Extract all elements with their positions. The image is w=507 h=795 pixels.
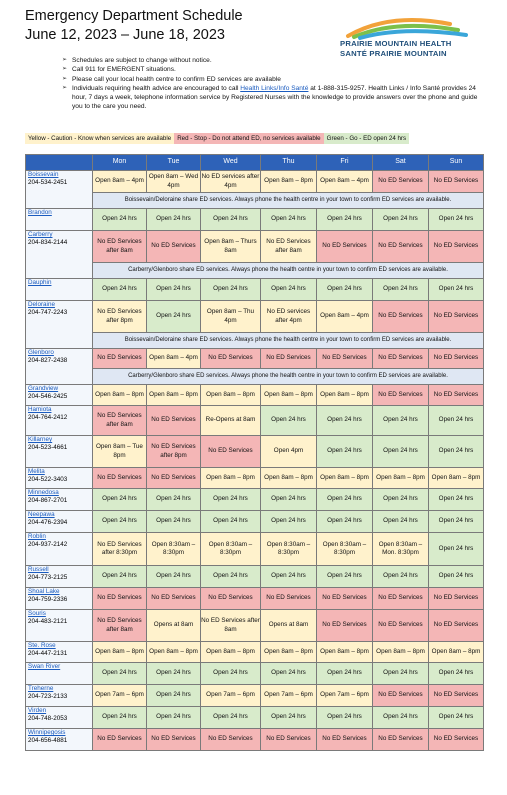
schedule-cell: Open 8am – 8pm — [429, 468, 484, 489]
notice-item: ➢ Please call your local health centre to confirm ED services are available — [62, 75, 482, 84]
schedule-cell: Open 8am – 8pm — [261, 642, 317, 663]
schedule-cell: No ED Services after 8pm — [147, 436, 201, 468]
schedule-cell: Open 8am – 8pm — [147, 385, 201, 406]
schedule-cell: No ED Services — [93, 349, 147, 369]
schedule-cell: No ED Services — [429, 385, 484, 406]
site-phone: 204-764-2412 — [28, 414, 68, 422]
schedule-cell: Open 24 hrs — [201, 511, 261, 533]
schedule-cell: Open 8am – 8pm — [317, 385, 373, 406]
schedule-cell: Open 24 hrs — [373, 489, 429, 511]
schedule-cell: Open 24 hrs — [93, 566, 147, 588]
schedule-cell: Open 8:30am – 8:30pm — [147, 533, 201, 566]
schedule-cell: Open 24 hrs — [373, 406, 429, 436]
table-row — [26, 489, 484, 511]
schedule-body — [26, 171, 484, 751]
schedule-cell: Open 8am – 8pm — [201, 468, 261, 489]
site-name-link[interactable]: Dauphin — [28, 279, 52, 286]
site-name-link[interactable]: Neepawa — [28, 511, 55, 518]
schedule-cell: Open 24 hrs — [93, 209, 147, 231]
schedule-cell: No ED Services after 8pm — [93, 301, 147, 333]
schedule-cell: No ED Services — [373, 729, 429, 751]
schedule-cell: Open 24 hrs — [317, 209, 373, 231]
schedule-cell: Open 8am – Wed 4pm — [147, 171, 201, 193]
notice-text: at 1-888-315-9257. Health Links / Info Santé provides 24 hour, 7 days a week, telephone information service by Registered Nurses with the knowledge to provide answers over the phone and guide you to the care you need. — [72, 84, 478, 111]
shared-services-note: Carberry/Glenboro share ED services. Always phone the health centre in your town to confirm ED services are available. — [93, 369, 484, 385]
schedule-cell: Open 24 hrs — [429, 533, 484, 566]
schedule-cell: Open 24 hrs — [147, 301, 201, 333]
site-phone: 204-534-2451 — [28, 179, 68, 187]
site-name-link[interactable]: Ste. Rose — [28, 642, 56, 649]
schedule-cell: Open 24 hrs — [201, 209, 261, 231]
table-row — [26, 231, 484, 263]
schedule-cell: Open 24 hrs — [261, 663, 317, 685]
site-name-link[interactable]: Russell — [28, 566, 49, 573]
schedule-cell: Open 24 hrs — [373, 566, 429, 588]
schedule-cell: No ED Services — [373, 588, 429, 610]
schedule-cell: No ED Services — [201, 588, 261, 610]
site-name-link[interactable]: Brandon — [28, 209, 52, 216]
legend-green: Green - Go - ED open 24 hrs — [324, 133, 409, 144]
schedule-cell: Open 8am – 8pm — [317, 642, 373, 663]
schedule-cell: No ED Services — [373, 385, 429, 406]
legend-yellow: Yellow - Caution - Know when services are available — [25, 133, 174, 144]
table-row — [26, 209, 484, 231]
site-name-link[interactable]: Shoal Lake — [28, 588, 60, 595]
table-row — [26, 279, 484, 301]
site-name-link[interactable]: Swan River — [28, 663, 61, 670]
schedule-cell: Open 7am – 6pm — [317, 685, 373, 707]
table-row — [26, 610, 484, 642]
site-cell — [26, 489, 93, 511]
schedule-cell: Open 24 hrs — [429, 489, 484, 511]
table-row — [26, 566, 484, 588]
schedule-cell: Open 24 hrs — [201, 663, 261, 685]
day-header: Mon — [93, 155, 147, 171]
schedule-cell: Open 24 hrs — [93, 511, 147, 533]
schedule-cell: Open 24 hrs — [147, 511, 201, 533]
schedule-cell: Open 24 hrs — [429, 436, 484, 468]
schedule-cell: Open 24 hrs — [317, 511, 373, 533]
site-name-link[interactable]: Hamiota — [28, 406, 52, 413]
schedule-cell: Open 24 hrs — [317, 707, 373, 729]
schedule-cell: Open 24 hrs — [201, 279, 261, 301]
schedule-cell: No ED Services — [93, 588, 147, 610]
site-cell — [26, 436, 93, 468]
table-row — [26, 511, 484, 533]
schedule-cell: Open 8am – 8pm — [261, 385, 317, 406]
site-phone: 204-834-2144 — [28, 239, 68, 247]
schedule-cell: Open 8:30am – 8:30pm — [261, 533, 317, 566]
schedule-cell: No ED Services after 8am — [261, 231, 317, 263]
schedule-cell: Open 8am – 8pm — [93, 385, 147, 406]
schedule-cell: No ED Services — [317, 729, 373, 751]
table-row — [26, 642, 484, 663]
schedule-cell: No ED Services — [201, 436, 261, 468]
site-phone: 204-937-2142 — [28, 541, 68, 549]
note-row — [26, 333, 484, 349]
schedule-cell: Opens at 8am — [147, 610, 201, 642]
schedule-cell: Open 8:30am – Mon. 8:30pm — [373, 533, 429, 566]
table-row — [26, 171, 484, 193]
schedule-cell: Open 7am – 6pm — [93, 685, 147, 707]
schedule-cell: Open 24 hrs — [147, 707, 201, 729]
schedule-cell: Open 8am – Tue 8pm — [93, 436, 147, 468]
site-cell — [26, 707, 93, 729]
site-phone: 204-747-2243 — [28, 309, 68, 317]
table-row — [26, 663, 484, 685]
notice-item: ➢ Call 911 for EMERGENT situations. — [62, 65, 482, 74]
schedule-cell: Open 8am – 8pm — [373, 468, 429, 489]
schedule-cell: Open 24 hrs — [317, 663, 373, 685]
legend-red: Red - Stop - Do not attend ED, no services available — [174, 133, 323, 144]
schedule-cell: Open 24 hrs — [373, 209, 429, 231]
site-name-link[interactable]: Boissevain — [28, 171, 59, 178]
table-row — [26, 468, 484, 489]
schedule-cell: Open 7am – 6pm — [261, 685, 317, 707]
schedule-cell: No ED Services — [317, 349, 373, 369]
schedule-cell: No ED Services — [373, 349, 429, 369]
day-header: Wed — [201, 155, 261, 171]
schedule-cell: Open 24 hrs — [429, 566, 484, 588]
schedule-cell: No ED Services — [429, 588, 484, 610]
schedule-cell: Open 24 hrs — [317, 436, 373, 468]
schedule-cell: No ED Services after 8am — [93, 610, 147, 642]
schedule-table — [25, 154, 484, 751]
site-name-link[interactable]: Glenboro — [28, 349, 54, 356]
schedule-cell: Open 24 hrs — [93, 489, 147, 511]
schedule-cell: Open 24 hrs — [261, 279, 317, 301]
notice-item: ➢ Schedules are subject to change without notice. — [62, 56, 482, 65]
site-cell — [26, 209, 93, 231]
schedule-cell: Open 24 hrs — [261, 406, 317, 436]
table-row — [26, 301, 484, 333]
schedule-cell: No ED Services — [261, 729, 317, 751]
schedule-cell: Open 24 hrs — [261, 566, 317, 588]
schedule-cell: Open 24 hrs — [317, 406, 373, 436]
schedule-cell: No ED Services — [201, 729, 261, 751]
shared-services-note: Boissevain/Deloraine share ED services. Always phone the health centre in your town to confirm ED services are available. — [93, 333, 484, 349]
schedule-cell: No ED Services — [93, 468, 147, 489]
schedule-cell: No ED Services — [317, 231, 373, 263]
schedule-cell: Open 24 hrs — [373, 663, 429, 685]
day-header: Thu — [261, 155, 317, 171]
schedule-cell: No ED Services — [317, 610, 373, 642]
schedule-cell: No ED Services — [147, 406, 201, 436]
schedule-cell: No ED Services — [429, 171, 484, 193]
site-name-link[interactable]: Virden — [28, 707, 47, 714]
site-phone: 204-483-2121 — [28, 618, 68, 626]
schedule-cell: Open 24 hrs — [201, 566, 261, 588]
table-row — [26, 385, 484, 406]
site-phone: 204-827-2438 — [28, 357, 68, 365]
schedule-cell: Open 24 hrs — [429, 279, 484, 301]
schedule-cell: Open 24 hrs — [147, 209, 201, 231]
shared-services-note: Boissevain/Deloraine share ED services. Always phone the health centre in your town to confirm ED services are available. — [93, 193, 484, 209]
schedule-cell: No ED Services — [373, 610, 429, 642]
schedule-cell: No ED Services — [429, 729, 484, 751]
site-phone: 204-656-4881 — [28, 737, 68, 745]
schedule-cell: Open 24 hrs — [373, 436, 429, 468]
schedule-cell: No ED Services — [201, 349, 261, 369]
schedule-cell: No ED Services — [147, 588, 201, 610]
schedule-cell: No ED Services — [147, 468, 201, 489]
schedule-cell: Re-Opens at 8am — [201, 406, 261, 436]
schedule-cell: No ED services after 4pm — [261, 301, 317, 333]
schedule-cell: Open 8am – 8pm — [429, 642, 484, 663]
day-header: Fri — [317, 155, 373, 171]
schedule-cell: Open 8:30am – 8:30pm — [201, 533, 261, 566]
schedule-cell: Open 24 hrs — [147, 279, 201, 301]
site-cell — [26, 171, 93, 209]
site-cell — [26, 279, 93, 301]
site-name-link[interactable]: Grandview — [28, 385, 59, 392]
health-links-link[interactable]: Health Links/Info Santé — [240, 84, 309, 92]
site-phone: 204-447-2131 — [28, 650, 68, 658]
schedule-cell: Open 24 hrs — [373, 511, 429, 533]
schedule-cell: Open 4pm — [261, 436, 317, 468]
site-cell — [26, 642, 93, 663]
schedule-cell: Open 24 hrs — [373, 279, 429, 301]
site-cell — [26, 685, 93, 707]
schedule-cell: Open 24 hrs — [317, 489, 373, 511]
notice-item-health-links — [62, 84, 482, 112]
schedule-cell: Open 24 hrs — [93, 707, 147, 729]
title-line-1: Emergency Department Schedule — [25, 8, 243, 24]
site-cell — [26, 349, 93, 385]
schedule-cell: Open 8am – 8pm — [201, 385, 261, 406]
site-cell — [26, 729, 93, 751]
note-row — [26, 369, 484, 385]
schedule-cell: Open 24 hrs — [261, 489, 317, 511]
table-row — [26, 685, 484, 707]
schedule-cell: Open 24 hrs — [201, 489, 261, 511]
site-phone: 204-759-2336 — [28, 596, 68, 604]
schedule-cell: Open 8am – 8pm — [261, 171, 317, 193]
schedule-cell: Open 24 hrs — [429, 406, 484, 436]
shared-services-note: Carberry/Glenboro share ED services. Always phone the health centre in your town to confirm ED services are available. — [93, 263, 484, 279]
table-row — [26, 729, 484, 751]
site-name-link[interactable]: Killarney — [28, 436, 53, 443]
schedule-cell: No ED Services — [429, 610, 484, 642]
organization-name-en: PRAIRIE MOUNTAIN HEALTH — [340, 39, 452, 48]
site-name-link[interactable]: Deloraine — [28, 301, 55, 308]
schedule-cell: Opens at 8am — [261, 610, 317, 642]
site-phone: 204-748-2053 — [28, 715, 68, 723]
table-row — [26, 349, 484, 369]
table-row — [26, 707, 484, 729]
schedule-cell: No ED Services — [261, 588, 317, 610]
schedule-cell: Open 24 hrs — [261, 209, 317, 231]
site-cell — [26, 231, 93, 279]
site-name-link[interactable]: Winnipegosis — [28, 729, 66, 736]
site-cell — [26, 566, 93, 588]
schedule-cell: No ED Services — [317, 588, 373, 610]
schedule-cell: Open 24 hrs — [317, 279, 373, 301]
site-name-link[interactable]: Melita — [28, 468, 45, 475]
schedule-cell: No ED Services — [373, 301, 429, 333]
schedule-cell: No ED Services — [429, 685, 484, 707]
schedule-cell: Open 24 hrs — [261, 707, 317, 729]
schedule-cell: Open 24 hrs — [147, 489, 201, 511]
schedule-cell: Open 24 hrs — [93, 663, 147, 685]
title-line-2: June 12, 2023 – June 18, 2023 — [25, 27, 225, 43]
notice-list — [62, 56, 482, 112]
table-row — [26, 406, 484, 436]
site-cell — [26, 663, 93, 685]
schedule-cell: No ED Services — [147, 729, 201, 751]
site-cell — [26, 511, 93, 533]
schedule-cell: Open 24 hrs — [147, 663, 201, 685]
site-cell — [26, 610, 93, 642]
site-cell — [26, 533, 93, 566]
schedule-cell: No ED services after 4pm — [201, 171, 261, 193]
site-name-link[interactable]: Treherne — [28, 685, 54, 692]
schedule-cell: Open 8am – 8pm — [201, 642, 261, 663]
note-row — [26, 193, 484, 209]
site-name-link[interactable]: Carberry — [28, 231, 53, 238]
site-name-link[interactable]: Roblin — [28, 533, 46, 540]
schedule-cell: No ED Services — [429, 301, 484, 333]
schedule-cell: Open 8am – 4pm — [147, 349, 201, 369]
schedule-cell: No ED Services after 8am — [93, 231, 147, 263]
site-name-link[interactable]: Souris — [28, 610, 46, 617]
schedule-cell: Open 24 hrs — [429, 511, 484, 533]
schedule-cell: Open 8am – 8pm — [93, 642, 147, 663]
site-cell — [26, 588, 93, 610]
logo-swoosh-icon — [340, 10, 480, 40]
schedule-cell: Open 8am – 8pm — [317, 468, 373, 489]
schedule-cell: Open 8am – 8pm — [373, 642, 429, 663]
schedule-cell: No ED Services — [373, 685, 429, 707]
table-row — [26, 533, 484, 566]
schedule-cell: Open 8:30am – 8:30pm — [317, 533, 373, 566]
site-phone: 204-867-2701 — [28, 497, 68, 505]
schedule-cell: No ED Services — [429, 349, 484, 369]
schedule-cell: No ED Services — [261, 349, 317, 369]
schedule-cell: Open 8am – Thu 4pm — [201, 301, 261, 333]
day-header: Sat — [373, 155, 429, 171]
table-row — [26, 588, 484, 610]
schedule-cell: Open 8am – 8pm — [147, 642, 201, 663]
table-row — [26, 436, 484, 468]
site-phone: 204-723-2133 — [28, 693, 68, 701]
schedule-cell: Open 8am – Thurs 8am — [201, 231, 261, 263]
schedule-cell: Open 8am – 4pm — [317, 171, 373, 193]
schedule-cell: No ED Services after 8:30pm — [93, 533, 147, 566]
schedule-cell: Open 24 hrs — [429, 707, 484, 729]
site-cell — [26, 301, 93, 349]
day-header-row — [26, 155, 484, 171]
schedule-cell: Open 7am – 6pm — [201, 685, 261, 707]
schedule-cell: Open 24 hrs — [201, 707, 261, 729]
notice-text: Individuals requiring health advice are encouraged to call — [72, 84, 241, 92]
schedule-cell: Open 8am – 8pm — [261, 468, 317, 489]
schedule-cell: Open 24 hrs — [429, 663, 484, 685]
day-header: Sun — [429, 155, 484, 171]
schedule-cell: No ED Services — [373, 231, 429, 263]
site-cell — [26, 385, 93, 406]
site-cell — [26, 406, 93, 436]
schedule-cell: Open 24 hrs — [429, 209, 484, 231]
site-phone: 204-476-2394 — [28, 519, 68, 527]
schedule-cell: Open 24 hrs — [147, 566, 201, 588]
schedule-cell: Open 24 hrs — [373, 707, 429, 729]
organization-name-fr: SANTÉ PRAIRIE MOUNTAIN — [340, 49, 447, 58]
note-row — [26, 263, 484, 279]
schedule-cell: Open 24 hrs — [93, 279, 147, 301]
page-title — [25, 7, 243, 45]
schedule-cell: Open 8am – 4pm — [93, 171, 147, 193]
schedule-cell: No ED Services after 8am — [201, 610, 261, 642]
color-legend — [25, 133, 409, 144]
schedule-cell: No ED Services after 8am — [93, 406, 147, 436]
schedule-cell: Open 24 hrs — [261, 511, 317, 533]
corner-cell — [26, 155, 93, 171]
site-phone: 204-773-2125 — [28, 574, 68, 582]
schedule-cell: Open 8am – 4pm — [317, 301, 373, 333]
day-header: Tue — [147, 155, 201, 171]
site-phone: 204-523-4661 — [28, 444, 68, 452]
schedule-cell: No ED Services — [373, 171, 429, 193]
site-name-link[interactable]: Minnedosa — [28, 489, 59, 496]
site-cell — [26, 468, 93, 489]
site-phone: 204-522-3403 — [28, 476, 68, 484]
schedule-cell: Open 24 hrs — [317, 566, 373, 588]
site-phone: 204-546-2425 — [28, 393, 68, 401]
schedule-cell: Open 24 hrs — [147, 685, 201, 707]
schedule-cell: No ED Services — [147, 231, 201, 263]
schedule-cell: No ED Services — [429, 231, 484, 263]
schedule-cell: No ED Services — [93, 729, 147, 751]
